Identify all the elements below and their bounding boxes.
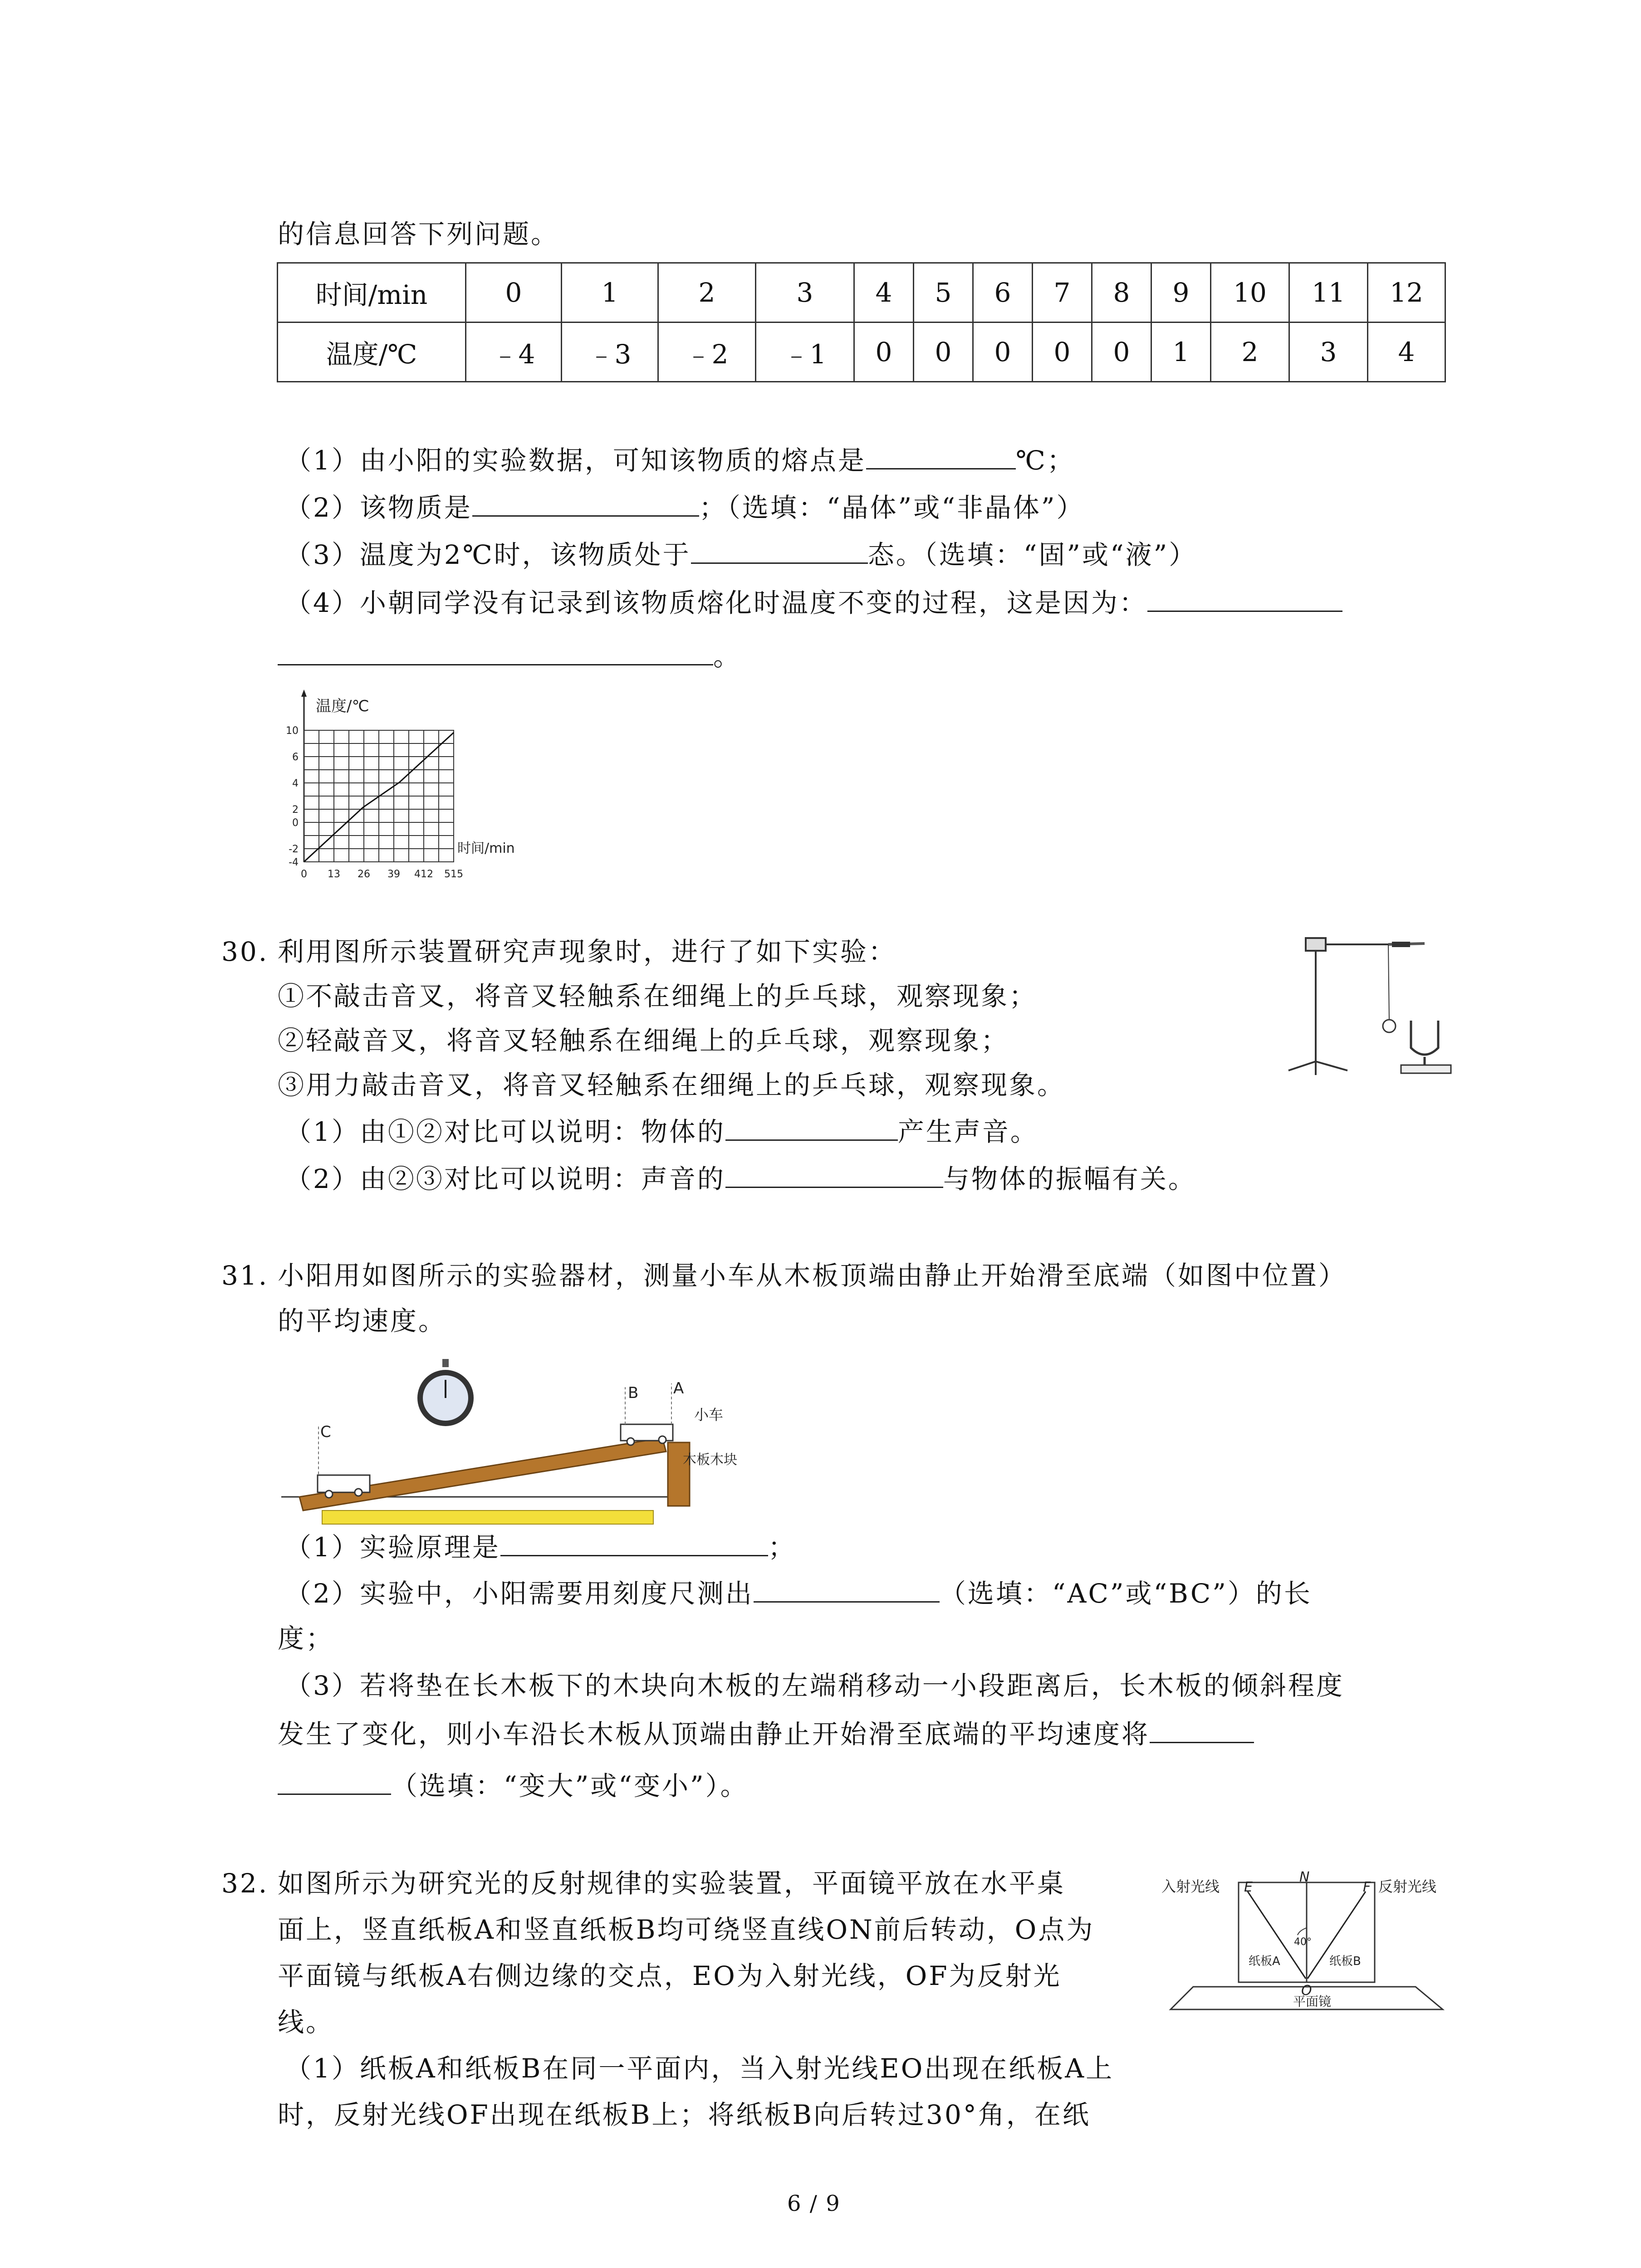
temperature-graph (272, 685, 526, 885)
q31-part3-line3 (278, 1769, 749, 1802)
table-cell: 4 (854, 263, 914, 323)
q30-p2-text: （2）由②③对比可以说明：声音的 (285, 1163, 725, 1194)
label-cart: 小车 (694, 1406, 724, 1423)
table-cell: 6 (973, 263, 1033, 323)
q29-part3 (285, 538, 1197, 571)
q29-part4-cont (278, 640, 741, 673)
label-mirror: 平面镜 (1293, 1994, 1332, 2009)
incline-experiment-figure (272, 1356, 771, 1529)
table-cell: 0 (914, 323, 973, 382)
q31-p2-suffix: （选填：“AC”或“BC”）的长 (939, 1578, 1312, 1609)
q30-part1 (285, 1115, 1038, 1148)
data-table (277, 262, 1446, 382)
reflection-experiment-figure (1161, 1860, 1452, 2014)
table-cell: ﹣1 (756, 323, 854, 382)
stopwatch-icon (417, 1359, 474, 1426)
label-angle: 40° (1294, 1936, 1312, 1948)
q30-number: 30. (221, 936, 269, 967)
q29-p1-text: （1）由小阳的实验数据，可知该物质的熔点是 (285, 445, 866, 476)
q29-p2-suffix: ；（选填：“晶体”或“非晶体”） (699, 492, 1085, 523)
label-n: N (1299, 1869, 1310, 1885)
y-tick: 4 (292, 778, 299, 789)
q32-line1: 如图所示为研究光的反射规律的实验装置，平面镜平放在水平桌 (278, 1868, 1066, 1899)
table-cell: 0 (854, 323, 914, 382)
graph-xlabel: 时间/min (457, 841, 515, 856)
q30-step2: ②轻敲音叉，将音叉轻触系在细绳上的乒乓球，观察现象； (278, 1025, 1009, 1056)
table-cell: 12 (1368, 263, 1445, 323)
table-row-time (278, 263, 1445, 323)
q32-number: 32. (221, 1868, 269, 1899)
q32-line3: 平面镜与纸板A右侧边缘的交点，EO为入射光线，OF为反射光 (278, 1960, 1062, 1991)
table-cell: ﹣3 (562, 323, 658, 382)
ping-pong-ball (1383, 1020, 1396, 1032)
table-cell: 2 (1211, 323, 1289, 382)
q31-part3-line2 (278, 1717, 1254, 1750)
x-tick: 13 (328, 869, 340, 880)
answer-blank[interactable] (754, 1577, 940, 1603)
answer-blank[interactable] (866, 444, 1016, 469)
q29-p3-suffix: 态。（选填：“固”或“液”） (867, 539, 1197, 570)
label-reflected-ray: 反射光线 (1378, 1878, 1437, 1895)
q29-p3-text: （3）温度为2℃时，该物质处于 (285, 539, 691, 570)
q30-part2 (285, 1162, 1196, 1195)
q29-p2-text: （2）该物质是 (285, 492, 472, 523)
q31-p1-text: （1）实验原理是 (285, 1532, 500, 1563)
page-number: 6 / 9 (787, 2191, 841, 2216)
intro-line: 的信息回答下列问题。 (278, 219, 559, 249)
q29-p1-suffix: ℃； (1015, 445, 1075, 476)
row-label-time: 时间/min (278, 263, 466, 323)
label-board-a: 纸板A (1249, 1955, 1280, 1968)
answer-blank[interactable] (278, 1769, 391, 1795)
tuning-fork-base (1401, 1065, 1451, 1073)
table-cell: 0 (1033, 323, 1092, 382)
q31-number: 31. (221, 1260, 269, 1291)
q31-part2-cont: 度； (278, 1623, 334, 1654)
answer-blank[interactable] (1150, 1717, 1254, 1743)
y-tick: -4 (289, 857, 299, 868)
wooden-board (299, 1438, 666, 1510)
q30-stem: 利用图所示装置研究声现象时，进行了如下实验： (278, 936, 897, 967)
table-cell: 9 (1151, 263, 1211, 323)
table-cell: 0 (973, 323, 1033, 382)
q32-line5: （1）纸板A和纸板B在同一平面内，当入射光线EO出现在纸板A上 (285, 2053, 1114, 2084)
answer-blank[interactable] (725, 1162, 943, 1188)
q32-line2: 面上，竖直纸板A和竖直纸板B均可绕竖直线ON前后转动，O点为 (278, 1914, 1095, 1945)
q29-part1 (285, 444, 1075, 477)
answer-blank[interactable] (691, 538, 868, 564)
y-tick: 2 (292, 804, 299, 816)
table-cell: ﹣4 (466, 323, 562, 382)
q31-p1-suffix: ； (768, 1532, 796, 1563)
q31-stem-line1: 小阳用如图所示的实验器材，测量小车从木板顶端由静止开始滑至底端（如图中位置） (278, 1260, 1347, 1291)
q32-line6: 时，反射光线OF出现在纸板B上；将纸板B向后转过30°角，在纸 (278, 2099, 1091, 2130)
q31-p3-text: 发生了变化，则小车沿长木板从顶端由静止开始滑至底端的平均速度将 (278, 1719, 1150, 1750)
q31-part1 (285, 1530, 796, 1564)
q31-part3-line1: （3）若将垫在长木板下的木块向木板的左端稍移动一小段距离后，长木板的倾斜程度 (285, 1670, 1344, 1701)
x-tick: 39 (387, 869, 400, 880)
table-cell: 7 (1033, 263, 1092, 323)
x-tick: 515 (444, 869, 463, 880)
q29-part2 (285, 491, 1085, 524)
x-tick: 412 (414, 869, 433, 880)
q29-part4 (285, 586, 1342, 619)
row-label-temp: 温度/℃ (278, 323, 466, 382)
x-tick: 26 (358, 869, 370, 880)
q32-line4: 线。 (278, 2007, 334, 2038)
table-cell: 11 (1289, 263, 1368, 323)
label-o: O (1301, 1983, 1312, 1999)
answer-blank[interactable] (1147, 586, 1342, 612)
table-cell: 3 (1289, 323, 1368, 382)
graph-ylabel: 温度/℃ (316, 697, 369, 715)
table-cell: 3 (756, 263, 854, 323)
y-tick: 10 (286, 725, 299, 737)
q31-stem-line2: 的平均速度。 (278, 1305, 447, 1336)
table-cell: 4 (1368, 323, 1445, 382)
label-a: A (673, 1379, 684, 1398)
q29-p4-end: 。 (713, 641, 742, 672)
label-e: E (1244, 1879, 1253, 1895)
table-cell: 1 (562, 263, 658, 323)
table-cell: 8 (1092, 263, 1151, 323)
label-board-block: 木板木块 (683, 1452, 737, 1468)
q31-p3-suffix: （选填：“变大”或“变小”）。 (391, 1770, 749, 1801)
table-cell: 1 (1151, 323, 1211, 382)
table-cell: 2 (658, 263, 756, 323)
q30-step1: ①不敲击音叉，将音叉轻触系在细绳上的乒乓球，观察现象； (278, 981, 1038, 1012)
q29-p4-text: （4）小朝同学没有记录到该物质熔化时温度不变的过程，这是因为： (285, 587, 1147, 618)
label-f: F (1363, 1879, 1371, 1895)
q30-p2-suffix: 与物体的振幅有关。 (943, 1163, 1196, 1194)
y-axis-arrow-icon (301, 689, 307, 697)
y-tick: -2 (289, 844, 299, 855)
answer-blank[interactable] (278, 640, 713, 665)
ruler (322, 1510, 653, 1524)
label-incident-ray: 入射光线 (1161, 1878, 1220, 1895)
q31-part2 (285, 1577, 1312, 1610)
y-tick: 0 (292, 817, 299, 829)
label-c: C (320, 1423, 331, 1441)
table-cell: 0 (466, 263, 562, 323)
table-cell: ﹣2 (658, 323, 756, 382)
y-tick: 6 (292, 752, 299, 763)
label-board-b: 纸板B (1329, 1955, 1361, 1968)
answer-blank[interactable] (725, 1115, 898, 1141)
table-cell: 5 (914, 263, 973, 323)
x-tick: 0 (301, 869, 307, 880)
tuning-fork-apparatus-figure (1284, 925, 1474, 1080)
label-b: B (628, 1384, 639, 1402)
table-cell: 0 (1092, 323, 1151, 382)
answer-blank[interactable] (472, 491, 699, 517)
q31-p2-text: （2）实验中，小阳需要用刻度尺测出 (285, 1578, 754, 1609)
answer-blank[interactable] (500, 1530, 768, 1556)
table-row-temp (278, 323, 1445, 382)
table-cell: 10 (1211, 263, 1289, 323)
q30-p1-text: （1）由①②对比可以说明：物体的 (285, 1116, 725, 1147)
q30-step3: ③用力敲击音叉，将音叉轻触系在细绳上的乒乓球，观察现象。 (278, 1070, 1066, 1100)
q30-p1-suffix: 产生声音。 (897, 1116, 1038, 1147)
